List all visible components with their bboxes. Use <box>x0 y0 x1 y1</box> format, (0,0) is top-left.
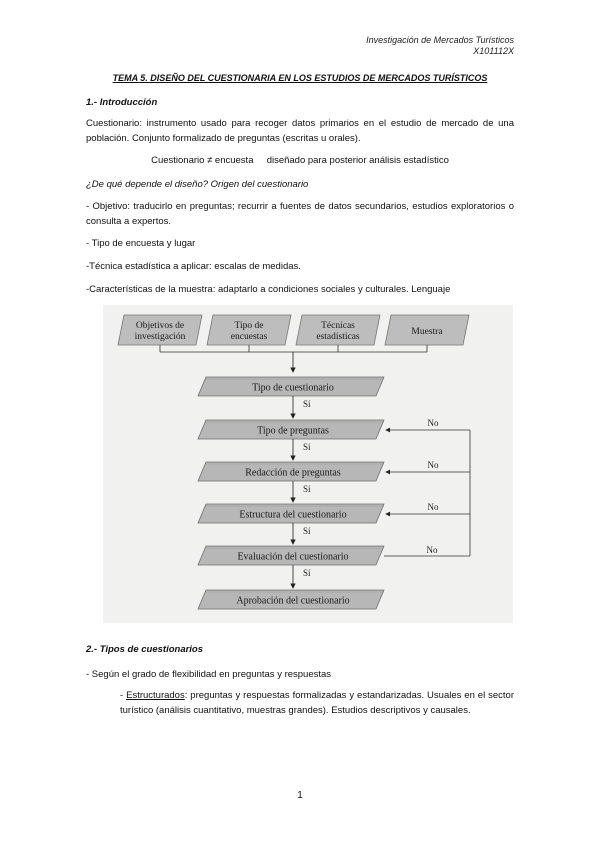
input-label-1-a: Objetivos de <box>135 321 185 331</box>
no-label-3: No <box>427 502 439 512</box>
structured-label: Estructurados <box>126 690 185 701</box>
input-label-2-a: Tipo de <box>234 321 264 331</box>
document-title: TEMA 5. DISEÑO DEL CUESTIONARIA EN LOS ESTUDIOS DE MERCADOS TURÍSTICOS <box>112 73 488 83</box>
origin-question: ¿De qué depende el diseño? Origen del cuestionario <box>86 179 309 190</box>
definition-right: diseñado para posterior análisis estadístico <box>266 155 449 166</box>
input-label-3-a: Técnicas <box>321 321 355 331</box>
yes-label-5: Sí <box>303 568 311 578</box>
step-label-6: Aprobación del cuestionario <box>236 595 350 607</box>
structured-prefix: - <box>120 690 127 701</box>
step-label-1: Tipo de cuestionario <box>252 382 334 394</box>
no-label-1: No <box>427 418 439 428</box>
step-label-4: Estructura del cuestionario <box>239 509 347 521</box>
yes-label-3: Sí <box>303 484 311 494</box>
definition-left: Cuestionario ≠ encuesta <box>151 155 254 166</box>
step-label-5: Evaluación del cuestionario <box>237 551 349 563</box>
yes-label-1: Sí <box>303 399 311 409</box>
structured-text: : preguntas y respuestas formalizadas y estandarizadas. Usuales en el sector turístico (análisis cuantitativo, muestras grandes). Estudios descriptivos y causales. <box>120 690 514 716</box>
header-course: Investigación de Mercados Turísticos <box>366 35 514 45</box>
section-1-heading: 1.- Introducción <box>86 97 158 108</box>
input-label-1-b: investigación <box>134 332 186 342</box>
header-code: X101112X <box>473 46 514 56</box>
step-label-2: Tipo de preguntas <box>257 425 329 437</box>
page-number: 1 <box>297 790 303 801</box>
step-label-3: Redacción de preguntas <box>245 467 341 479</box>
yes-label-2: Sí <box>303 442 311 452</box>
bullet-survey-type: - Tipo de encuesta y lugar <box>86 238 196 249</box>
structured-item <box>120 688 514 718</box>
no-label-evaluation: No <box>426 545 438 555</box>
bullet-technique: -Técnica estadística a aplicar: escalas de medidas. <box>86 261 301 272</box>
input-label-4: Muestra <box>411 327 443 337</box>
yes-label-4: Sí <box>303 526 311 536</box>
input-label-2-b: encuestas <box>230 332 268 342</box>
bullet-objective: - Objetivo: traducirlo en preguntas; recurrir a fuentes de datos secundarios, estudios exploratorios o consulta a expertos. <box>86 201 514 227</box>
bullet-sample: -Características de la muestra: adaptarlo a condiciones sociales y culturales. Lenguaje <box>86 284 451 295</box>
input-label-3-b: estadísticas <box>316 332 360 342</box>
no-label-2: No <box>427 460 439 470</box>
section-2-heading: 2.- Tipos de cuestionarios <box>86 644 204 655</box>
flexibility-line: - Según el grado de flexibilidad en preguntas y respuestas <box>86 669 332 680</box>
intro-paragraph: Cuestionario: instrumento usado para recoger datos primarios en el estudio de mercado de una población. Conjunto formalizado de preguntas (escritas u orales). <box>86 118 514 144</box>
